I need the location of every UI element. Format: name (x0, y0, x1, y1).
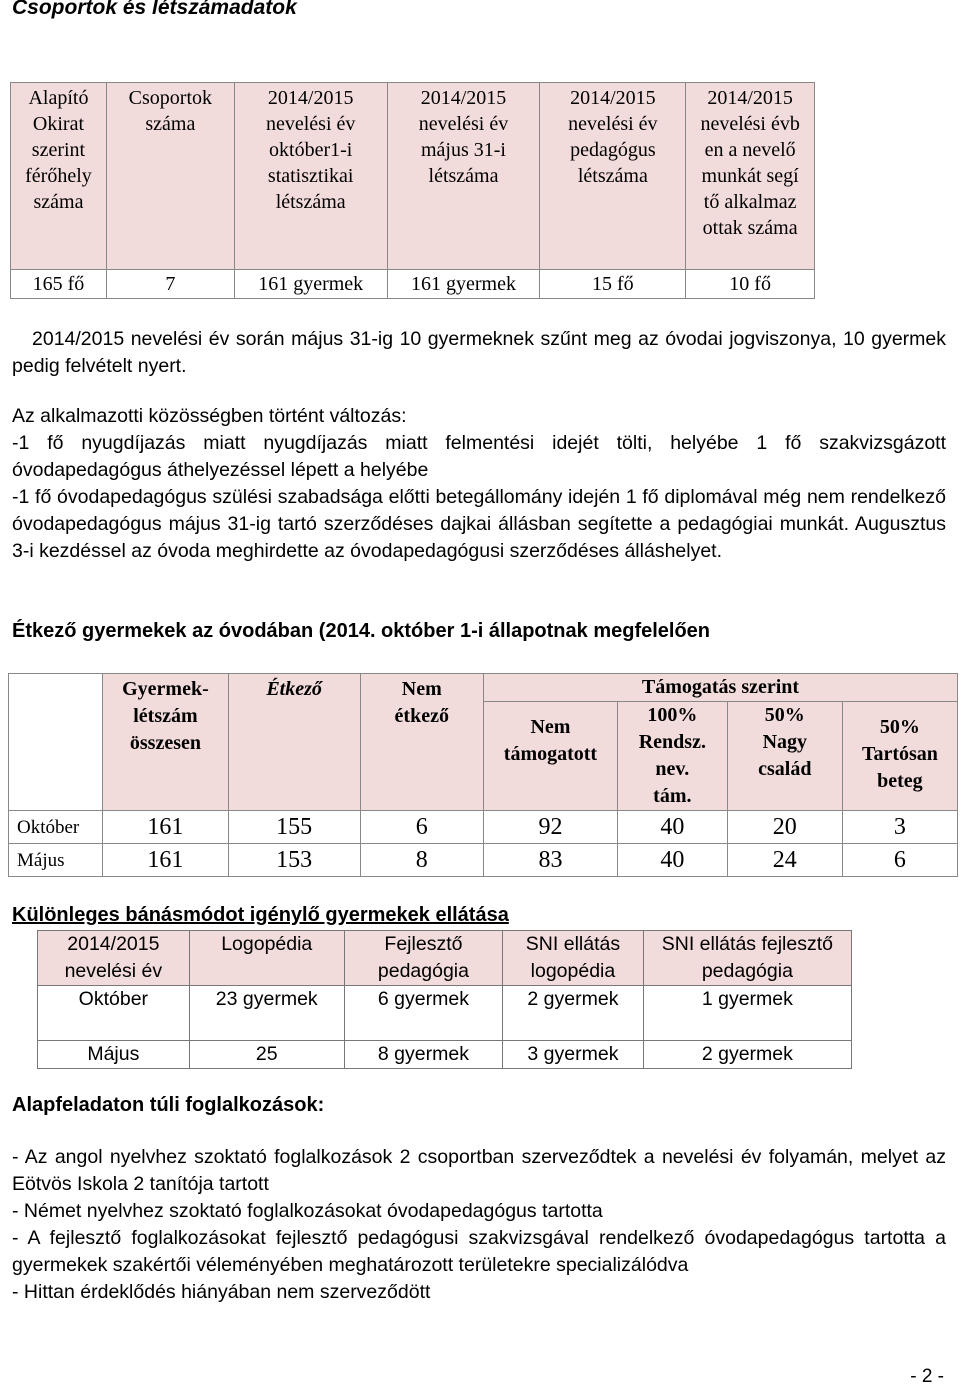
value-capacity: 165 fő (11, 270, 107, 299)
list-item: - A fejlesztő foglalkozásokat fejlesztő pedagógusi szakvizsgával rendelkező óvodapedagógus tartotta a gyermekek szakértői véleményében meghatározott területekre specializálódva (12, 1227, 946, 1276)
header-not-eating: Nem étkező (360, 674, 483, 811)
cell-sni-speech: 3 gyermek (503, 1041, 644, 1069)
enrollment-paragraph (12, 326, 946, 380)
cell-total: 161 (103, 844, 229, 877)
header-development: Fejlesztő pedagógia (344, 931, 502, 986)
header-sni-speech: SNI ellátás logopédia (503, 931, 644, 986)
cell-sni-speech: 2 gyermek (503, 986, 644, 1041)
cell-large-family: 20 (727, 811, 842, 844)
header-teacher-count: 2014/2015 nevelési év pedagógus létszáma (540, 83, 686, 270)
header-staff-count: 2014/2015 nevelési évben a nevelőmunkát segítő alkalmazottak száma (686, 83, 815, 270)
cell-not-supported: 83 (483, 844, 617, 877)
header-may-count: 2014/2015 nevelési év május 31-i létszáma (387, 83, 540, 270)
page-number: - 2 - (910, 1366, 944, 1387)
header-large-family: 50% Nagy család (727, 702, 842, 811)
value-staff-count: 10 fő (686, 270, 815, 299)
cell-not-supported: 92 (483, 811, 617, 844)
cell-full-support: 40 (617, 811, 727, 844)
value-groups: 7 (106, 270, 234, 299)
special-needs-header-row (38, 931, 852, 986)
value-may-count: 161 gyermek (387, 270, 540, 299)
meals-table (8, 673, 958, 877)
enrollment-text: 2014/2015 nevelési év során május 31-ig 10 gyermeknek szűnt meg az óvodai jogviszonya, 10 gyermek pedig felvételt nyert. (12, 328, 946, 377)
header-eating: Étkező (228, 674, 360, 811)
meals-heading: Étkező gyermekek az óvodában (2014. október 1-i állapotnak megfelelően (12, 620, 711, 642)
header-full-support: 100% Rendsz. nev. tám. (617, 702, 727, 811)
staff-change-heading: Az alkalmazotti közösségben történt változás: (12, 405, 407, 427)
special-needs-heading: Különleges bánásmódot igénylő gyermekek ellátása (12, 904, 509, 926)
list-item: - Az angol nyelvhez szoktató foglalkozások 2 csoportban szerveződtek a nevelési év folyamán, melyet az Eötvös Iskola 2 tanítója tartott (12, 1146, 946, 1195)
header-chronically-ill: 50% Tartósan beteg (842, 702, 957, 811)
value-teacher-count: 15 fő (540, 270, 686, 299)
header-year: 2014/2015 nevelési év (38, 931, 190, 986)
row-label: Május (9, 844, 103, 877)
extra-activities-heading: Alapfeladaton túli foglalkozások: (12, 1094, 325, 1116)
value-october-count: 161 gyermek (234, 270, 387, 299)
cell-full-support: 40 (617, 844, 727, 877)
page-title: Csoportok és létszámadatok (12, 0, 297, 19)
header-sni-development: SNI ellátás fejlesztő pedagógia (643, 931, 851, 986)
cell-development: 8 gyermek (344, 1041, 502, 1069)
row-label: Október (9, 811, 103, 844)
header-total-children: Gyermek-létszám összesen (103, 674, 229, 811)
meals-row-october (9, 811, 958, 844)
cell-not-eating: 8 (360, 844, 483, 877)
special-needs-table (37, 930, 852, 1069)
extra-activities-list (12, 1144, 946, 1306)
list-item: - Hittan érdeklődés hiányában nem szerveződött (12, 1281, 431, 1303)
cell-speech-therapy: 25 (189, 1041, 344, 1069)
row-label: Május (38, 1041, 190, 1069)
header-groups: Csoportok száma (106, 83, 234, 270)
staff-change-line-2: -1 fő óvodapedagógus szülési szabadsága előtti betegállomány idején 1 fő diplomával még nem rendelkező óvodapedagógus május 31-ig tartó szerződéses dajkai állásban segítette a pedagógiai munkát. Augusztus 3-i kezdéssel az óvoda meghirdette az óvodapedagógusi szerződéses álláshelyet. (12, 486, 946, 562)
header-capacity: Alapító Okirat szerint férőhely száma (11, 83, 107, 270)
cell-sni-development: 2 gyermek (643, 1041, 851, 1069)
special-needs-row-may (38, 1041, 852, 1069)
cell-total: 161 (103, 811, 229, 844)
row-label: Október (38, 986, 190, 1041)
list-item: - Német nyelvhez szoktató foglalkozásokat óvodapedagógus tartotta (12, 1200, 603, 1222)
cell-eating: 153 (228, 844, 360, 877)
cell-eating: 155 (228, 811, 360, 844)
cell-speech-therapy: 23 gyermek (189, 986, 344, 1041)
meals-row-may (9, 844, 958, 877)
staff-change-line-1: -1 fő nyugdíjazás miatt nyugdíjazás miatt felmentési idejét tölti, helyébe 1 fő szakvizsgázott óvodapedagógus áthelyezéssel lépett a helyébe (12, 432, 946, 481)
header-speech-therapy: Logopédia (189, 931, 344, 986)
cell-sni-development: 1 gyermek (643, 986, 851, 1041)
header-not-supported: Nem támogatott (483, 702, 617, 811)
meals-header-row-1 (9, 674, 958, 702)
cell-chronically-ill: 3 (842, 811, 957, 844)
groups-table (10, 82, 815, 299)
cell-not-eating: 6 (360, 811, 483, 844)
cell-chronically-ill: 6 (842, 844, 957, 877)
groups-table-header-row (11, 83, 815, 270)
staff-change-paragraph (12, 403, 946, 565)
cell-large-family: 24 (727, 844, 842, 877)
header-october-count: 2014/2015 nevelési év október1-i statisztikai létszáma (234, 83, 387, 270)
groups-table-value-row (11, 270, 815, 299)
header-support: Támogatás szerint (483, 674, 957, 702)
special-needs-row-october (38, 986, 852, 1041)
cell-development: 6 gyermek (344, 986, 502, 1041)
